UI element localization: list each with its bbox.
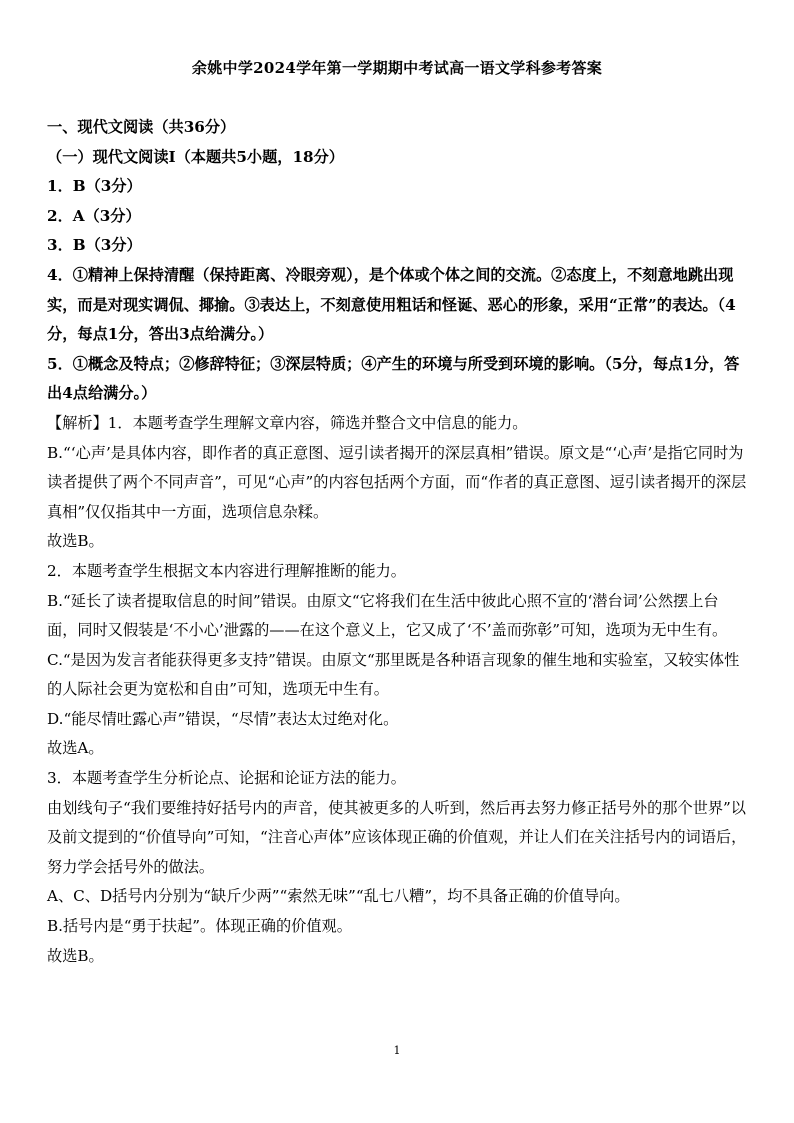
answer-5: 5．①概念及特点；②修辞特征；③深层特质；④产生的环境与所受到环境的影响。（5分，每点1分，答出4点给满分。） xyxy=(47,354,740,403)
section-heading: 一、现代文阅读（共36分） xyxy=(47,118,236,136)
answer-line: 3．B（3分） xyxy=(47,236,142,255)
analysis-paragraph: B.括号内是“勇于扶起”。体现正确的价值观。 xyxy=(47,917,352,936)
analysis-paragraph: 故选A。 xyxy=(47,739,104,758)
analysis-paragraph: D.“能尽情吐露心声”错误，“尽情”表达太过绝对化。 xyxy=(47,709,399,728)
analysis-paragraph: B.“‘心声’是具体内容，即作者的真正意图、逗引读者揭开的深层真相”错误。原文是“‘心声’是指它同时为读者提供了两个不同声音”，可见“心声”的内容包括两个方面，而“作者的真正意图、逗引读者揭开的深层真相”仅仅指其中一方面，选项信息杂糅。 xyxy=(47,443,747,521)
document-body xyxy=(47,113,747,971)
answer-line: 2．A（3分） xyxy=(47,206,141,225)
subsection-heading: （一）现代文阅读Ⅰ（本题共5小题，18分） xyxy=(47,147,344,166)
analysis-paragraph: B.“延长了读者提取信息的时间”错误。由原文“它将我们在生活中彼此心照不宣的‘潜台词’公然摆上台面，同时又假装是‘不小心’泄露的——在这个意义上，它又成了‘不’盖而弥彰”可知，选项为无中生有。 xyxy=(47,591,728,640)
answer-line: 1．B（3分） xyxy=(47,177,142,196)
analysis-paragraph: 3．本题考查学生分析论点、论据和论证方法的能力。 xyxy=(47,769,406,788)
analysis-paragraph: 由划线句子“我们要维持好括号内的声音，使其被更多的人听到，然后再去努力修正括号外的那个世界”以及前文提到的“价值导向”可知，“注音心声体”应该体现正确的价值观，并让人们在关注括号内的词语后，努力学会括号外的做法。 xyxy=(47,798,747,876)
page-number: 1 xyxy=(393,1044,401,1057)
analysis-paragraph: 【解析】1．本题考查学生理解文章内容，筛选并整合文中信息的能力。 xyxy=(47,413,528,432)
answer-4: 4．①精神上保持清醒（保持距离、冷眼旁观），是个体或个体之间的交流。②态度上，不刻意地跳出现实，而是对现实调侃、揶揄。③表达上，不刻意使用粗话和怪诞、恶心的形象，采用“正常”的表达。（4分，每点1分，答出3点给满分。） xyxy=(47,265,736,344)
analysis-paragraph: C.“是因为发言者能获得更多支持”错误。由原文“那里既是各种语言现象的催生地和实验室，又较实体性的人际社会更为宽松和自由”可知，选项无中生有。 xyxy=(47,650,740,699)
document-title: 余姚中学2024学年第一学期期中考试高一语文学科参考答案 xyxy=(191,59,603,77)
analysis-paragraph: 2．本题考查学生根据文本内容进行理解推断的能力。 xyxy=(47,561,406,580)
analysis-paragraph: 故选B。 xyxy=(47,946,104,965)
analysis-paragraph: 故选B。 xyxy=(47,532,104,551)
analysis-paragraph: A、C、D括号内分别为“缺斤少两”“索然无味”“乱七八糟”，均不具备正确的价值导向。 xyxy=(47,887,630,906)
